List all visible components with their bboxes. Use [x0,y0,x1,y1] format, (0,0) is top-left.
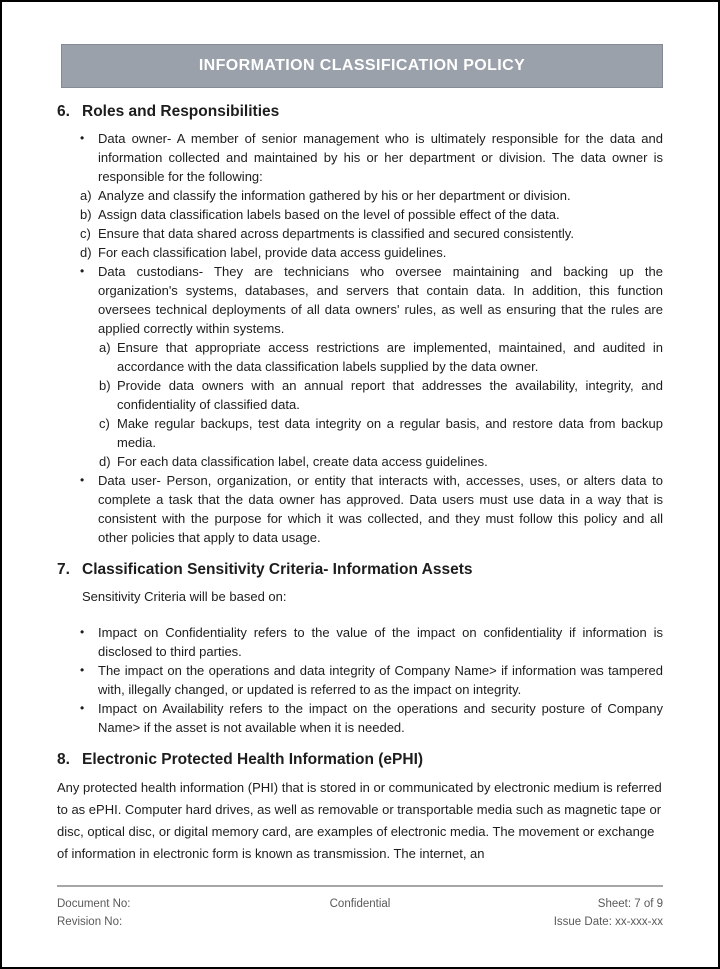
list-item [57,129,663,186]
letter-marker: b) [80,207,92,222]
section-heading-text: Classification Sensitivity Criteria- Information Assets [82,561,473,578]
list-item-text: Analyze and classify the information gathered by his or her department or division. [98,188,571,203]
list-item-text: Data custodians- They are technicians who oversee maintaining and backing up the organization's systems, databases, and servers that contain data. In addition, this function oversees technical deployments of all data owners' rules, as well as ensuring that the rules are applied correctly within systems. [98,264,663,336]
footer-left [57,895,259,931]
list-item [57,224,663,243]
list-item [57,243,663,262]
list-item-text: Impact on Confidentiality refers to the value of the impact on confidentiality if information is disclosed to third parties. [98,625,663,659]
letter-marker: c) [80,226,91,241]
letter-marker: d) [99,454,111,469]
section-heading [57,102,663,122]
section-heading-text: Electronic Protected Health Information (ePHI) [82,751,424,768]
list-item-text: Ensure that appropriate access restrictions are implemented, maintained, and audited in accordance with the data classification labels supplied by the data owner. [117,340,663,374]
section-heading [57,560,663,580]
issue-date-label: Issue Date: xx-xxx-xx [553,916,663,928]
bullet-marker: • [80,663,85,677]
list-item [57,623,663,661]
bullet-marker: • [80,473,85,487]
section-heading-text: Roles and Responsibilities [82,103,280,120]
list-item [57,338,663,376]
confidential-label: Confidential [329,898,391,910]
footer-right [461,895,663,931]
letter-marker: a) [80,188,92,203]
list-item-text: Make regular backups, test data integrity on a regular basis, and restore data from backup media. [117,416,663,450]
document-no-label: Document No: [57,898,131,910]
letter-marker: c) [99,416,110,431]
list-item [57,376,663,414]
section-intro: Sensitivity Criteria will be based on: [82,589,287,604]
section-roles-responsibilities [57,102,663,547]
footer-divider [57,885,663,887]
letter-marker: b) [99,378,111,393]
list-item-text: Provide data owners with an annual report that addresses the availability, integrity, and confidentiality of classified data. [117,378,663,412]
list-item-text: Assign data classification labels based on the level of possible effect of the data. [98,207,560,222]
list-item-text: Impact on Availability refers to the impact on the operations and security posture of Company Name> if the asset is not available when it is needed. [98,701,663,735]
letter-marker: a) [99,340,111,355]
list-item [57,262,663,338]
list-item [57,699,663,737]
section-number: 8. [57,751,70,768]
list-item-text: The impact on the operations and data integrity of Company Name> if information was tampered with, illegally changed, or updated is referred to as the impact on integrity. [98,663,663,697]
section-ephi [57,750,663,865]
list-item [57,414,663,452]
list-item [57,186,663,205]
section-number: 7. [57,561,70,578]
footer-columns [57,895,663,931]
bullet-marker: • [80,701,85,715]
section-paragraph: Any protected health information (PHI) that is stored in or communicated by electronic medium is referred to as ePHI. Computer hard drives, as well as removable or transportable media such as magnetic tape or disc, optical disc, or digital memory card, are examples of electronic media. The movement or exchange of information in electronic form is known as transmission. The internet, an [57,780,662,861]
list-item-text: For each data classification label, create data access guidelines. [117,454,488,469]
section-classification-sensitivity [57,560,663,737]
bullet-marker: • [80,625,85,639]
sheet-number-label: Sheet: 7 of 9 [597,898,663,910]
page-footer [57,885,663,931]
revision-no-label: Revision No: [57,916,123,928]
list-item [57,205,663,224]
bullet-marker: • [80,131,85,145]
list-item-text: Data owner- A member of senior management who is ultimately responsible for the data and information collected and maintained by his or her department or division. The data owner is responsible for the following: [98,131,663,184]
section-number: 6. [57,103,70,120]
list-item [57,452,663,471]
list-item [57,661,663,699]
page-title: INFORMATION CLASSIFICATION POLICY [198,57,526,74]
section-heading [57,750,663,770]
list-item-text: For each classification label, provide data access guidelines. [98,245,447,260]
document-body [57,102,663,878]
list-item-text: Data user- Person, organization, or entity that interacts with, accesses, uses, or alters data to complete a task that the data owner has approved. Data users must use data in a way that is consistent with the purpose for which it was collected, and they must follow this policy and all other policies that apply to data usage. [98,473,663,545]
letter-marker: d) [80,245,92,260]
list-item-text: Ensure that data shared across departments is classified and secured consistently. [98,226,574,241]
bullet-marker: • [80,264,85,278]
list-item [57,471,663,547]
title-banner [61,44,663,88]
